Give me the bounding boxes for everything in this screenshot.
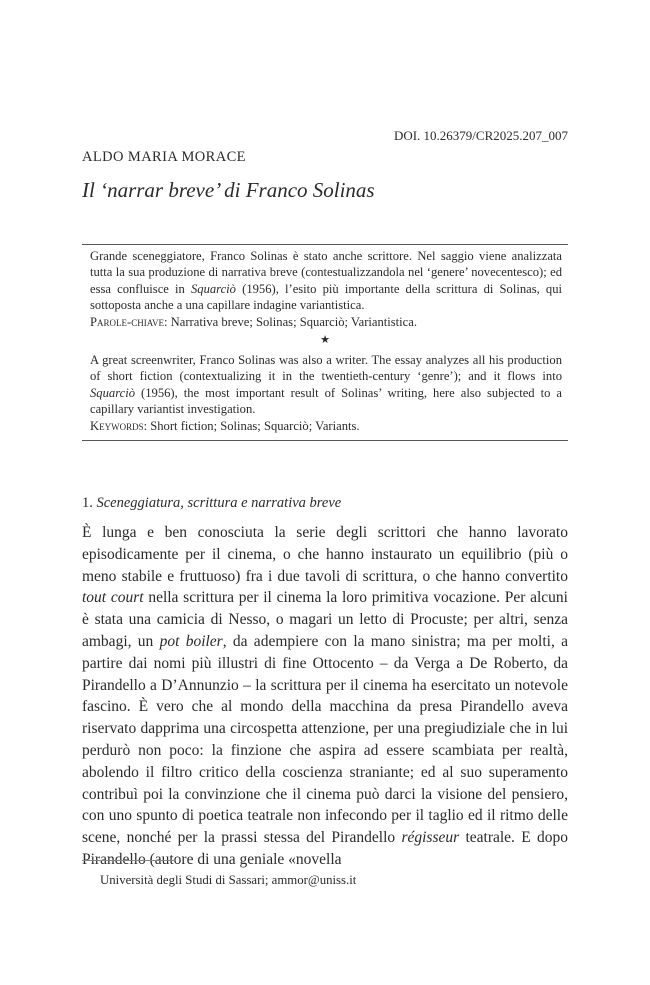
abstract-en-text-b: (1956), the most important result of Solinas’ writing, here also subjected to a capillary variantist investigation. [90,385,562,417]
abstract-box [82,244,568,441]
body-text-4: teatrale. E dopo Pirandello (autore di una geniale «novella [82,829,568,868]
keywords-it-label: Parole-chiave [90,314,165,329]
keywords-en: : Short fiction; Solinas; Squarciò; Variants. [143,418,360,433]
body-text-3: , da adempiere con la mano sinistra; ma per molti, a partire dai nomi più illustri di fine Ottocento – da Verga a De Roberto, da Pirandello a D’Annunzio – la scrittura per il cinema ha esercitato un notevole fascino. È vero che al mondo della macchina da presa Pirandello aveva riservato dapprima una circospetta attenzione, per una pregiudiziale che in lui perdurò non poco: la finzione che aspira ad essere scambiata per realtà, abolendo il filtro critico della coscienza straniante; ed al suo superamento contribuì poi la convinzione che il cinema può darci la visione del pensiero, con uno spunto di poetica teatrale non infecondo per il taglio ed il ritmo delle scene, nonché per la prassi stessa del Pirandello [82,632,568,847]
body-paragraph [82,522,568,871]
abstract-en-work: Squarciò [90,385,136,400]
body-italic-2: pot boiler [159,632,223,650]
footnote-affiliation: Università degli Studi di Sassari; ammor@uniss.it [100,873,357,887]
body-text-2: nella scrittura per il cinema la loro primitiva vocazione. Per alcuni è stata una camicia di Nesso, o magari un letto di Procuste; per altri, senza ambagi, un [82,589,568,650]
abstract-en-text-a: A great screenwriter, Franco Solinas was also a writer. The essay analyzes all his production of short fiction (contextualizing it in the twentieth-century ‘genre’); and it flows into [90,353,562,384]
keywords-it: : Narrativa breve; Solinas; Squarciò; Variantistica. [164,314,418,329]
footnote-rule [82,860,176,861]
article-title: Il ‘narrar breve’ di Franco Solinas [82,178,375,202]
section-number: 1. [82,495,97,511]
body-italic-3: régisseur [401,829,460,847]
abstract-it-work: Squarciò [190,281,236,296]
body-text-1: È lunga e ben conosciuta la serie degli scrittori che hanno lavorato episodicamente per il cinema, o che hanno instaurato un equilibrio (più o meno stabile e fruttuoso) fra i due tavoli di scrittura, o che hanno convertito [82,524,568,585]
author-name: ALDO MARIA MORACE [82,149,246,165]
section-title: Sceneggiatura, scrittura e narrativa breve [96,495,342,511]
doi-label: DOI. 10.26379/CR2025.207_007 [393,128,568,143]
abstract-italian [82,245,568,330]
section-heading [82,495,341,512]
keywords-en-label: Keywords [90,418,144,433]
abstract-english [82,348,568,440]
abstract-it-text-a: Grande sceneggiatore, Franco Solinas è stato anche scrittore. Nel saggio viene analizzata tutta la sua produzione di narrativa breve (contestualizzandola nel ‘genere’ novecentesco); ed essa confluisce in [90,249,562,296]
star-separator: ★ [320,333,330,347]
body-italic-1: tout court [82,589,144,607]
abstract-it-text-b: (1956), l’esito più importante della scrittura di Solinas, qui sottoposta anche a una capillare indagine variantistica. [90,281,562,313]
